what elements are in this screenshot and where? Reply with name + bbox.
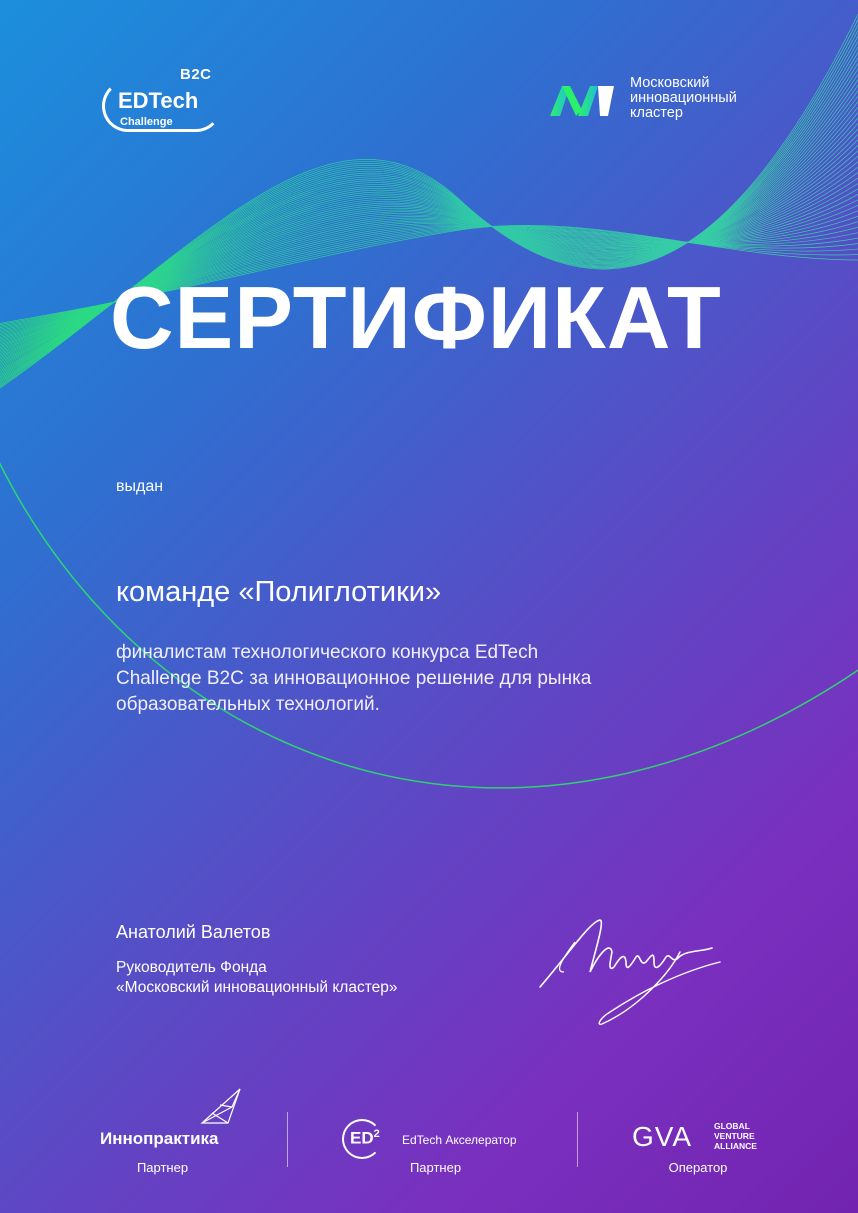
description-line: образовательных технологий. bbox=[116, 694, 380, 715]
gva-line: VENTURE bbox=[714, 1131, 755, 1141]
certificate-title: СЕРТИФИКАТ bbox=[110, 268, 722, 367]
ed2-mark-text: ED bbox=[350, 1128, 374, 1148]
ed2-mark bbox=[350, 1128, 380, 1149]
gva-icon: GVA bbox=[632, 1121, 693, 1152]
moscow-innovation-cluster-logo bbox=[548, 76, 778, 126]
signer-role-line2: «Московский инновационный кластер» bbox=[116, 979, 398, 996]
edtech-challenge-logo bbox=[100, 66, 230, 136]
issued-label: выдан bbox=[116, 478, 164, 495]
gva-line: ALLIANCE bbox=[714, 1141, 757, 1151]
mik-line3: кластер bbox=[630, 105, 683, 121]
logo-edtech: EDTech bbox=[118, 88, 199, 113]
logo-challenge: Challenge bbox=[120, 116, 173, 128]
description-line: Challenge B2C за инновационное решение для рынка bbox=[116, 668, 592, 689]
partner-divider bbox=[577, 1112, 578, 1167]
edtech-accelerator-text: EdTech Акселератор bbox=[402, 1133, 517, 1147]
gva-text bbox=[714, 1121, 757, 1151]
innopraktika-logo-text: Иннопрактика bbox=[100, 1129, 219, 1148]
mik-line2: инновационный bbox=[630, 90, 737, 106]
partner-edtech-accelerator bbox=[338, 1085, 533, 1185]
signer-role-line1: Руководитель Фонда bbox=[116, 959, 267, 976]
partner-divider bbox=[287, 1112, 288, 1167]
triangle-mesh-icon bbox=[198, 1085, 244, 1127]
signer-role bbox=[116, 958, 397, 998]
ed2-mark-sup: 2 bbox=[373, 1128, 380, 1140]
certificate-description bbox=[116, 640, 676, 718]
description-line: финалистам технологического конкурса EdTech bbox=[116, 642, 539, 663]
signer-name: Анатолий Валетов bbox=[116, 922, 271, 942]
mik-line1: Московский bbox=[630, 75, 710, 91]
logo-b2c: B2C bbox=[180, 66, 212, 83]
gva-line: GLOBAL bbox=[714, 1121, 750, 1131]
signature-icon bbox=[530, 912, 730, 1032]
recipient-team: команде «Полиглотики» bbox=[116, 576, 442, 608]
mik-logo-text bbox=[630, 76, 737, 121]
partner-caption: Партнер bbox=[136, 1160, 189, 1175]
mik-mark-icon bbox=[548, 76, 618, 120]
partner-caption: Оператор bbox=[668, 1160, 728, 1175]
partner-caption: Партнер bbox=[409, 1160, 462, 1175]
operator-gva bbox=[628, 1085, 768, 1185]
partner-innopraktika bbox=[90, 1085, 235, 1185]
